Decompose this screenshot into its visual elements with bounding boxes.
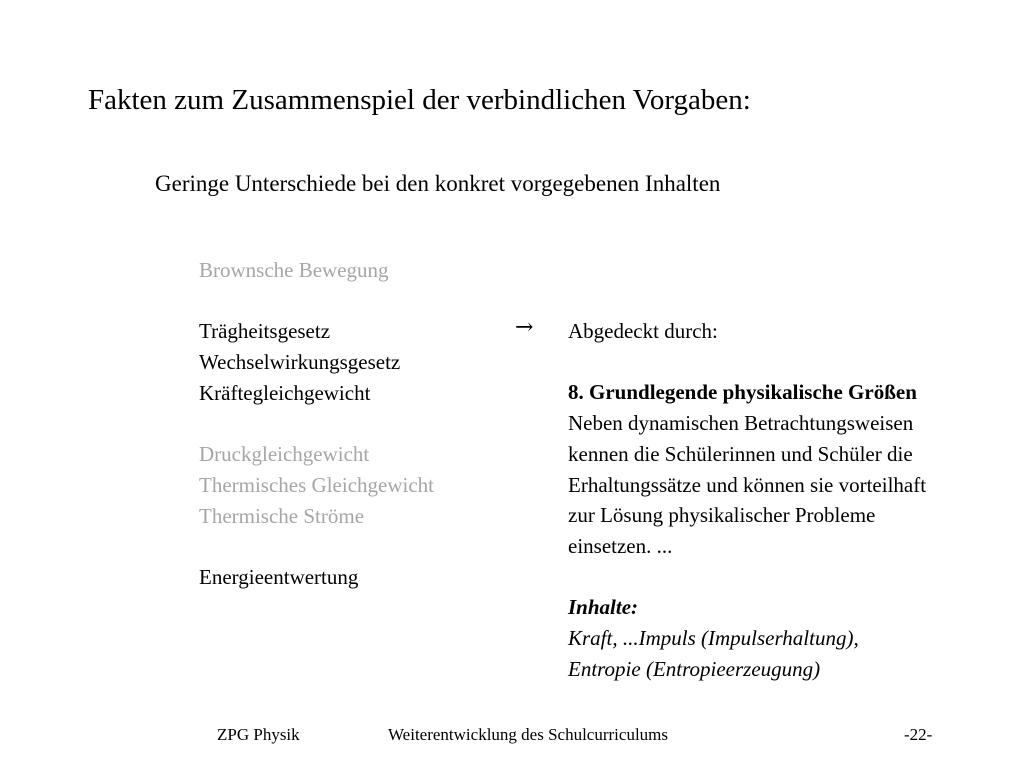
footer-title: Weiterentwicklung des Schulcurriculums [388,725,669,744]
topic-group-mechanics [199,316,434,408]
topic-item: Thermische Ströme [199,503,365,528]
topic-item: Kräftegleichgewicht [199,380,371,405]
spacer [568,347,926,378]
inhalte-line: Kraft, ...Impuls (Impulserhaltung), [568,626,859,650]
coverage-body-line: einsetzen. ... [568,533,673,558]
inhalte-label: Inhalte: [568,595,639,620]
topic-group-energy [199,562,434,593]
slide-title: Fakten zum Zusammenspiel der verbindlichen Vorgaben: [88,84,751,116]
topic-group-greyed-1 [199,255,434,286]
topic-list [199,255,434,593]
coverage-heading: 8. Grundlegende physikalische Größen [568,380,917,405]
coverage-body-line: zur Lösung physikalischer Probleme [568,503,876,528]
spacer [568,562,926,593]
topic-item: Thermisches Gleichgewicht [199,472,434,497]
topic-item: Wechselwirkungsgesetz [199,350,401,375]
page-number: -22- [904,725,933,744]
topic-item: Trägheitsgesetz [199,319,331,344]
right-arrow-icon: → [515,315,534,340]
topic-item: Brownsche Bewegung [199,258,389,282]
slide-subtitle: Geringe Unterschiede bei den konkret vorgegebenen Inhalten [155,171,721,196]
topic-group-greyed-2 [199,439,434,531]
coverage-intro: Abgedeckt durch: [568,319,718,343]
coverage-body-line: Neben dynamischen Betrachtungsweisen [568,411,914,436]
coverage-body-line: kennen die Schülerinnen und Schüler die [568,441,913,466]
footer-org: ZPG Physik [217,725,300,744]
coverage-body-line: Erhaltungssätze und können sie vorteilhaft [568,472,927,497]
topic-item: Druckgleichgewicht [199,442,370,467]
topic-item: Energieentwertung [199,564,359,589]
inhalte-line: Entropie (Entropieerzeugung) [568,656,821,681]
coverage-block [568,316,926,684]
